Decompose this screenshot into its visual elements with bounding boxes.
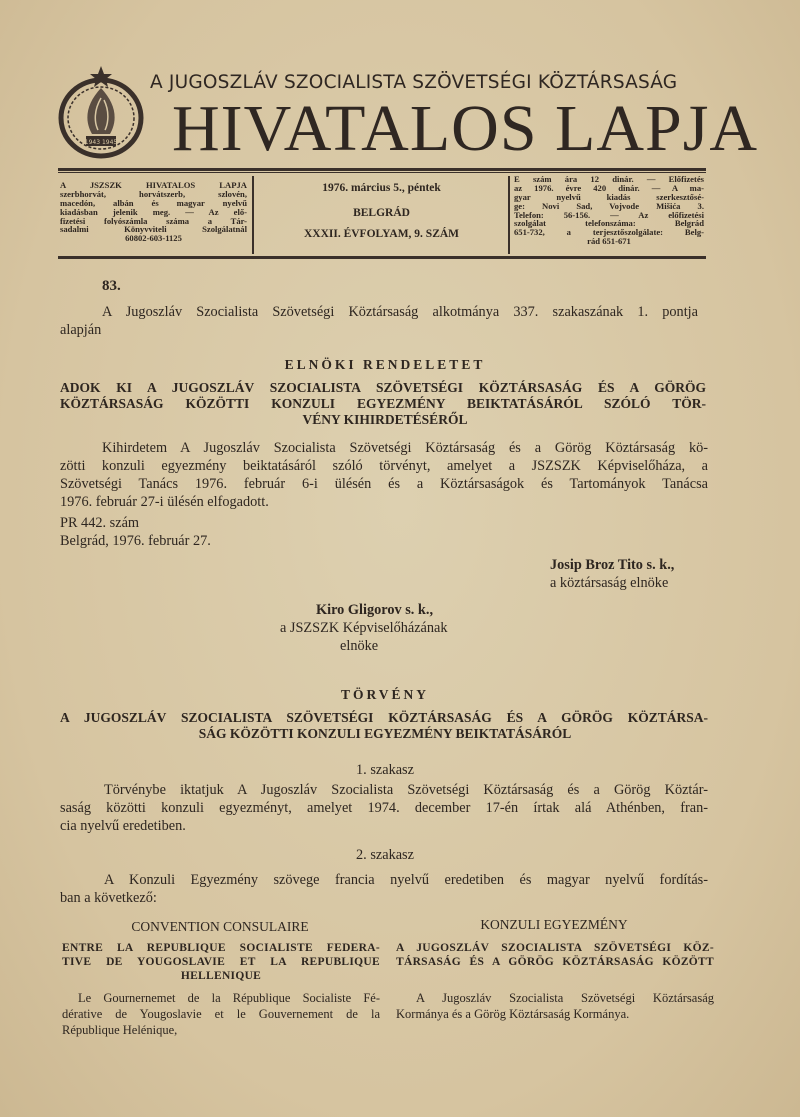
decree-body-line: Kihirdetem A Jugoszláv Szocialista Szövetségi Köztársaság és a Görög Köztársaság kö- [102, 440, 708, 456]
hungarian-body-line: A Jugoszláv Szocialista Szövetségi Köztársaság [416, 991, 714, 1005]
french-body-line: Le Gournernemet de la République Socialiste Fé- [78, 991, 380, 1005]
info-line: macedón, albán és magyar nyelvű [60, 198, 247, 208]
section-body-line: cia nyelvű eredetiben. [60, 818, 186, 834]
decree-body-line: 1976. február 27-i ülésén elfogadott. [60, 494, 269, 510]
svg-text:1943 1945: 1943 1945 [84, 139, 118, 146]
reference-number: PR 442. szám [60, 515, 140, 531]
signer-role: a köztársaság elnöke [550, 575, 669, 591]
section-body-line: A Konzuli Egyezmény szövege francia nyelvű eredetiben és magyar nyelvű fordítás- [104, 872, 708, 888]
info-line: A JSZSZK HIVATALOS LAPJA [60, 181, 247, 190]
french-body-line: République Helénique, [62, 1023, 178, 1037]
header-divider [508, 176, 510, 254]
info-line: kiadásban jelenik meg. — Az elő- [60, 207, 247, 217]
hungarian-subtitle-line: TÁRSASÁG ÉS A GÖRÖG KÖZTÁRSASÁG KÖZÖTT [396, 956, 714, 968]
preamble-line: A Jugoszláv Szocialista Szövetségi Köztársaság alkotmánya 337. szakaszának 1. pontja [102, 304, 698, 320]
info-line: szolgálat telefonszáma: Belgrád [514, 219, 704, 229]
info-line: sadalmi Könyvviteli Szolgálatnál [60, 225, 247, 235]
info-line: E szám ára 12 dinár. — Előfizetés [514, 175, 704, 184]
info-line: rád 651-671 [587, 237, 631, 247]
info-line: 651-732, a terjesztőszolgálate: Belg- [514, 228, 704, 238]
info-line: fizetési folyószámla száma a Tár- [60, 216, 247, 226]
info-line: Telefon: 56-156. — Az előfizetési [514, 210, 704, 220]
hungarian-body-line: Kormánya és a Görög Köztársaság Kormánya. [396, 1007, 630, 1021]
hungarian-column-title: KONZULI EGYEZMÉNY [480, 917, 628, 932]
info-line: szerbhorvát, horvátszerb, szlovén, [60, 189, 247, 199]
decree-body-line: zötti konzuli egyezmény beiktatásáról szóló törvényt, amelyet a JSZSZK Képviselőháza, a [60, 458, 708, 474]
french-subtitle-line: TIVE DE YOUGOSLAVIE ET LA REPUBLIQUE [62, 956, 380, 968]
hungarian-subtitle-line: A JUGOSZLÁV SZOCIALISTA SZÖVETSÉGI KÖZ- [396, 942, 714, 954]
issue-place: BELGRÁD [353, 207, 410, 219]
info-line: 60802-603-1125 [125, 234, 182, 244]
decree-title-line: KÖZTÁRSASÁG KÖZÖTTI KONZULI EGYEZMÉNY BEIKTATÁSÁRÓL SZÓLÓ TÖR- [60, 396, 706, 411]
decree-title-line: ADOK KI A JUGOSZLÁV SZOCIALISTA SZÖVETSÉGI KÖZTÁRSASÁG ÉS A GÖRÖG [60, 380, 706, 395]
masthead-title: HIVATALOS LAPJA [172, 92, 759, 165]
law-heading: TÖRVÉNY [340, 687, 430, 702]
signer-role: a JSZSZK Képviselőházának [280, 620, 448, 636]
place-date: Belgrád, 1976. február 27. [60, 533, 211, 549]
signer-name: Kiro Gligorov s. k., [316, 602, 434, 618]
publication-info [60, 181, 247, 243]
section-body-line: ban a következő: [60, 890, 157, 906]
section-body-line: saság közötti konzuli egyezményt, amelyet 1974. december 17-én írtak alá Athénben, fran- [60, 800, 708, 816]
decree-heading: ELNÖKI RENDELETET [284, 357, 486, 372]
law-title-line: A JUGOSZLÁV SZOCIALISTA SZÖVETSÉGI KÖZTÁRSASÁG ÉS A GÖRÖG KÖZTÁRSA- [60, 710, 708, 725]
decree-title-line: VÉNY KIHIRDETÉSÉRŐL [302, 412, 468, 427]
state-emblem-icon [56, 64, 146, 162]
french-subtitle-line: ENTRE LA REPUBLIQUE SOCIALISTE FEDERA- [62, 942, 380, 954]
signer-name: Josip Broz Tito s. k., [550, 557, 675, 573]
header-top-rule-thin [58, 172, 706, 173]
decree-number: 83. [102, 278, 121, 294]
section-heading: 2. szakasz [356, 847, 414, 863]
signer-role: elnöke [340, 638, 379, 654]
section-body-line: Törvénybe iktatjuk A Jugoszláv Szocialista Szövetségi Köztársaság és a Görög Köztár- [104, 782, 708, 798]
info-line: ge: Novi Sad, Vojvode Mišića 3. [514, 201, 704, 211]
header-top-rule [58, 168, 706, 171]
french-column-title: CONVENTION CONSULAIRE [131, 919, 309, 934]
info-line: az 1976. évre 420 dinár. — A ma- [514, 183, 704, 193]
decree-body-line: Szövetségi Tanács 1976. február 6-i ülésén és a Köztársaságok és Tartományok Tanácsa [60, 476, 708, 492]
preamble-line: alapján [60, 322, 102, 338]
law-title-line: SÁG KÖZÖTTI KONZULI EGYEZMÉNY BEIKTATÁSÁRÓL [198, 726, 572, 741]
issue-volume: XXXII. ÉVFOLYAM, 9. SZÁM [303, 228, 460, 240]
price-info [514, 175, 704, 246]
french-body-line: dérative de Yougoslavie et le Gouvernement de la [62, 1007, 380, 1021]
masthead-overline: A JUGOSZLÁV SZOCIALISTA SZÖVETSÉGI KÖZTÁRSASÁG [150, 72, 678, 93]
issue-date: 1976. március 5., péntek [322, 182, 441, 194]
header-divider [252, 176, 254, 254]
section-heading: 1. szakasz [356, 762, 414, 778]
header-bottom-rule [58, 256, 706, 259]
info-line: gyar nyelvű kiadás szerkesztősé- [514, 192, 704, 202]
french-subtitle-line: HELLENIQUE [180, 970, 262, 982]
